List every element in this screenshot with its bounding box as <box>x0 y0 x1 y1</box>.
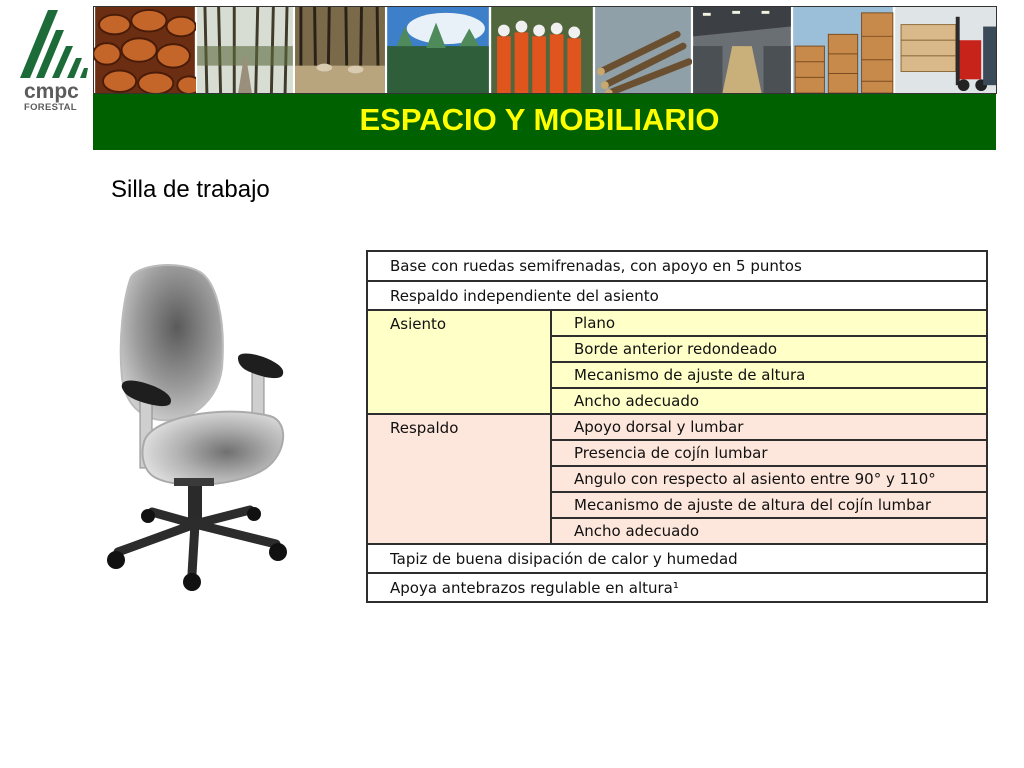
title-bar <box>93 94 996 150</box>
category-asiento: Asiento <box>367 310 551 414</box>
pine-trees-photo <box>386 7 490 93</box>
table-row <box>367 281 987 310</box>
table-row <box>367 414 987 440</box>
asiento-item: Mecanismo de ajuste de altura <box>551 362 987 388</box>
office-chair-illustration <box>100 258 300 598</box>
respaldo-item: Apoyo dorsal y lumbar <box>551 414 987 440</box>
photo-banner <box>93 6 997 94</box>
row-apoya-antebrazos: Apoya antebrazos regulable en altura¹ <box>367 573 987 602</box>
category-respaldo: Respaldo <box>367 414 551 544</box>
table-row <box>367 573 987 602</box>
pine-cone-photo <box>94 7 196 93</box>
forest-road-photo <box>196 7 294 93</box>
respaldo-item: Ancho adecuado <box>551 518 987 544</box>
asiento-item: Borde anterior redondeado <box>551 336 987 362</box>
log-yard-photo <box>594 7 692 93</box>
forklift-lumber-photo <box>894 7 997 93</box>
cmpc-forestal-logo <box>18 10 92 115</box>
table-row <box>367 251 987 281</box>
table-row <box>367 544 987 573</box>
asiento-item: Ancho adecuado <box>551 388 987 414</box>
section-subtitle: Silla de trabajo <box>111 176 270 203</box>
respaldo-item: Mecanismo de ajuste de altura del cojín lumbar <box>551 492 987 518</box>
row-tapiz: Tapiz de buena disipación de calor y humedad <box>367 544 987 573</box>
respaldo-item: Presencia de cojín lumbar <box>551 440 987 466</box>
asiento-item: Plano <box>551 310 987 336</box>
logo-wordmark: cmpc <box>24 80 79 103</box>
lumber-stacks-photo <box>792 7 894 93</box>
chair-spec-table <box>366 250 988 603</box>
tree-stripes-icon <box>18 10 92 80</box>
respaldo-item: Angulo con respecto al asiento entre 90° y 110° <box>551 466 987 492</box>
logo-subtext: FORESTAL <box>24 102 77 113</box>
workers-photo <box>490 7 594 93</box>
page-title: ESPACIO Y MOBILIARIO <box>359 102 720 137</box>
row-base: Base con ruedas semifrenadas, con apoyo en 5 puntos <box>367 251 987 281</box>
sawmill-photo <box>692 7 792 93</box>
table-row <box>367 310 987 336</box>
row-respaldo-independiente: Respaldo independiente del asiento <box>367 281 987 310</box>
deer-forest-photo <box>294 7 386 93</box>
